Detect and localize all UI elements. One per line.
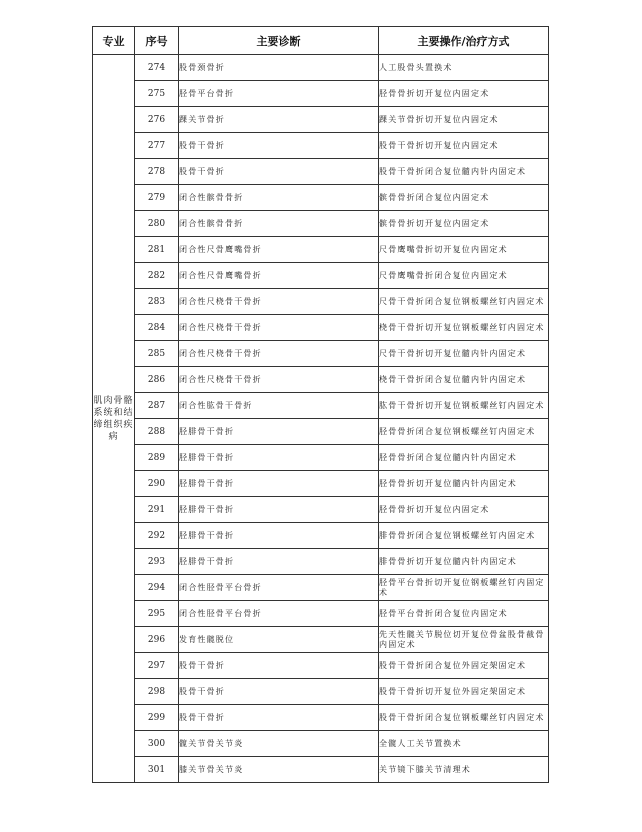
table-row — [93, 211, 549, 237]
table-row — [93, 263, 549, 289]
row-number: 290 — [135, 471, 179, 497]
diagnosis-cell: 股骨干骨折 — [179, 159, 379, 185]
table-row — [93, 81, 549, 107]
operation-cell: 胫骨骨折闭合复位髓内针内固定术 — [379, 445, 549, 471]
row-number: 284 — [135, 315, 179, 341]
header-operation: 主要操作/治疗方式 — [379, 27, 549, 55]
diagnosis-cell: 闭合性尺骨鹰嘴骨折 — [179, 237, 379, 263]
diagnosis-cell: 闭合性尺桡骨干骨折 — [179, 289, 379, 315]
operation-cell: 髌骨骨折切开复位内固定术 — [379, 211, 549, 237]
operation-cell: 关节镜下膝关节清理术 — [379, 757, 549, 783]
row-number: 287 — [135, 393, 179, 419]
operation-cell: 人工股骨头置换术 — [379, 55, 549, 81]
diagnosis-cell: 闭合性胫骨平台骨折 — [179, 601, 379, 627]
header-diagnosis: 主要诊断 — [179, 27, 379, 55]
operation-cell: 胫骨骨折切开复位内固定术 — [379, 497, 549, 523]
row-number: 293 — [135, 549, 179, 575]
diagnosis-cell: 胫腓骨干骨折 — [179, 471, 379, 497]
row-number: 285 — [135, 341, 179, 367]
operation-cell: 胫骨平台骨折闭合复位内固定术 — [379, 601, 549, 627]
table-row — [93, 55, 549, 81]
operation-cell: 肱骨干骨折切开复位钢板螺丝钉内固定术 — [379, 393, 549, 419]
operation-cell: 全髋人工关节置换术 — [379, 731, 549, 757]
table-row — [93, 679, 549, 705]
diagnosis-cell: 闭合性尺桡骨干骨折 — [179, 367, 379, 393]
row-number: 291 — [135, 497, 179, 523]
operation-cell: 髌骨骨折闭合复位内固定术 — [379, 185, 549, 211]
row-number: 289 — [135, 445, 179, 471]
diagnosis-cell: 胫骨平台骨折 — [179, 81, 379, 107]
table-row — [93, 549, 549, 575]
operation-cell: 胫骨骨折切开复位髓内针内固定术 — [379, 471, 549, 497]
table-row — [93, 289, 549, 315]
table-row — [93, 731, 549, 757]
row-number: 294 — [135, 575, 179, 601]
operation-cell: 股骨干骨折切开复位外固定架固定术 — [379, 679, 549, 705]
diagnosis-cell: 闭合性尺桡骨干骨折 — [179, 341, 379, 367]
header-category: 专业 — [93, 27, 135, 55]
row-number: 276 — [135, 107, 179, 133]
operation-cell: 踝关节骨折切开复位内固定术 — [379, 107, 549, 133]
diagnosis-cell: 股骨干骨折 — [179, 133, 379, 159]
row-number: 295 — [135, 601, 179, 627]
table-row — [93, 315, 549, 341]
row-number: 283 — [135, 289, 179, 315]
row-number: 286 — [135, 367, 179, 393]
operation-cell: 股骨干骨折闭合复位外固定架固定术 — [379, 653, 549, 679]
row-number: 279 — [135, 185, 179, 211]
row-number: 274 — [135, 55, 179, 81]
operation-cell: 胫骨平台骨折切开复位钢板螺丝钉内固定术 — [379, 575, 549, 601]
table-row — [93, 497, 549, 523]
diagnosis-cell: 胫腓骨干骨折 — [179, 549, 379, 575]
diagnosis-cell: 闭合性髌骨骨折 — [179, 211, 379, 237]
diagnosis-cell: 闭合性胫骨平台骨折 — [179, 575, 379, 601]
row-number: 275 — [135, 81, 179, 107]
diagnosis-cell: 髋关节骨关节炎 — [179, 731, 379, 757]
table-row — [93, 393, 549, 419]
table-row — [93, 185, 549, 211]
table-row — [93, 237, 549, 263]
row-number: 288 — [135, 419, 179, 445]
diagnosis-cell: 发育性髋脱位 — [179, 627, 379, 653]
operation-cell: 股骨干骨折闭合复位钢板螺丝钉内固定术 — [379, 705, 549, 731]
table-row — [93, 471, 549, 497]
diagnosis-cell: 闭合性髌骨骨折 — [179, 185, 379, 211]
table-row — [93, 705, 549, 731]
table-row — [93, 601, 549, 627]
operation-cell: 尺骨鹰嘴骨折切开复位内固定术 — [379, 237, 549, 263]
table-row — [93, 653, 549, 679]
row-number: 299 — [135, 705, 179, 731]
diagnosis-cell: 胫腓骨干骨折 — [179, 419, 379, 445]
diagnosis-cell: 闭合性肱骨干骨折 — [179, 393, 379, 419]
row-number: 301 — [135, 757, 179, 783]
operation-cell: 腓骨骨折切开复位髓内针内固定术 — [379, 549, 549, 575]
operation-cell: 桡骨干骨折闭合复位髓内针内固定术 — [379, 367, 549, 393]
header-row — [93, 27, 549, 55]
row-number: 298 — [135, 679, 179, 705]
operation-cell: 尺骨鹰嘴骨折闭合复位内固定术 — [379, 263, 549, 289]
operation-cell: 胫骨骨折闭合复位钢板螺丝钉内固定术 — [379, 419, 549, 445]
table-row — [93, 757, 549, 783]
row-number: 277 — [135, 133, 179, 159]
table-row — [93, 341, 549, 367]
row-number: 297 — [135, 653, 179, 679]
diagnosis-cell: 闭合性尺骨鹰嘴骨折 — [179, 263, 379, 289]
table-row — [93, 159, 549, 185]
diagnosis-cell: 胫腓骨干骨折 — [179, 497, 379, 523]
operation-cell: 腓骨骨折闭合复位钢板螺丝钉内固定术 — [379, 523, 549, 549]
diagnosis-cell: 闭合性尺桡骨干骨折 — [179, 315, 379, 341]
diagnosis-cell: 股骨干骨折 — [179, 679, 379, 705]
diagnosis-cell: 股骨干骨折 — [179, 653, 379, 679]
table-row — [93, 627, 549, 653]
diagnosis-cell: 踝关节骨折 — [179, 107, 379, 133]
diagnosis-cell: 胫腓骨干骨折 — [179, 445, 379, 471]
operation-cell: 尺骨干骨折切开复位髓内针内固定术 — [379, 341, 549, 367]
diagnosis-cell: 股骨颈骨折 — [179, 55, 379, 81]
row-number: 292 — [135, 523, 179, 549]
table-row — [93, 523, 549, 549]
row-number: 278 — [135, 159, 179, 185]
table-row — [93, 445, 549, 471]
diagnosis-cell: 膝关节骨关节炎 — [179, 757, 379, 783]
procedure-table — [92, 26, 549, 783]
row-number: 282 — [135, 263, 179, 289]
table-body — [93, 55, 549, 783]
row-number: 281 — [135, 237, 179, 263]
operation-cell: 股骨干骨折切开复位内固定术 — [379, 133, 549, 159]
table-row — [93, 133, 549, 159]
operation-cell: 先天性髋关节脱位切开复位骨盆股骨截骨内固定术 — [379, 627, 549, 653]
category-cell: 肌肉骨骼系统和结缔组织疾病 — [93, 55, 135, 783]
diagnosis-cell: 胫腓骨干骨折 — [179, 523, 379, 549]
table-row — [93, 107, 549, 133]
operation-cell: 胫骨骨折切开复位内固定术 — [379, 81, 549, 107]
operation-cell: 股骨干骨折闭合复位髓内针内固定术 — [379, 159, 549, 185]
table-row — [93, 575, 549, 601]
header-number: 序号 — [135, 27, 179, 55]
row-number: 280 — [135, 211, 179, 237]
operation-cell: 尺骨干骨折闭合复位钢板螺丝钉内固定术 — [379, 289, 549, 315]
row-number: 300 — [135, 731, 179, 757]
table-row — [93, 419, 549, 445]
diagnosis-cell: 股骨干骨折 — [179, 705, 379, 731]
table-row — [93, 367, 549, 393]
row-number: 296 — [135, 627, 179, 653]
operation-cell: 桡骨干骨折切开复位钢板螺丝钉内固定术 — [379, 315, 549, 341]
